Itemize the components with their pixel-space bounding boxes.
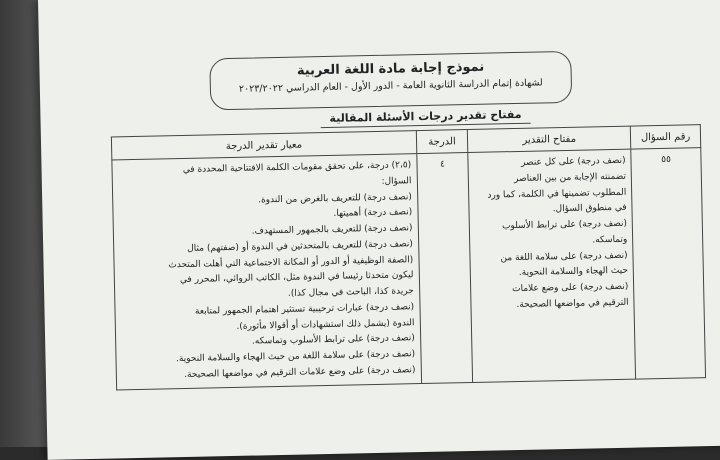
answer-key-line: حيث الهجاء والسلامة النحوية. <box>518 265 629 279</box>
answer-key-line: (نصف درجة) على سلامة اللغة من <box>500 250 628 263</box>
criteria-line: (٢،٥) درجة، على تحقق مقومات الكلمة الافتتاحية المحددة في <box>182 160 412 176</box>
document-title: نموذج إجابة مادة اللغة العربية <box>296 59 485 79</box>
criteria-line: (نصف درجة) على وضع علامات الترقيم في مواضعها الصحيحة. <box>184 364 416 380</box>
answer-key-line: في منطوق السؤال. <box>552 202 627 215</box>
header-criteria: معيار تقدير الدرجة <box>111 131 416 160</box>
criteria-line: (الصفة الوظيفية أو الدور أو المكانة الاجتماعية التي أهلت المتحدث <box>168 254 414 270</box>
criteria-line: (نصف درجة) على ترابط الأسلوب وتماسكه. <box>251 333 415 347</box>
degree-cell: ٤ <box>416 153 472 384</box>
answer-key-line: (نصف درجة) على وضع علامات <box>511 281 629 295</box>
criteria-line: الندوة (يشمل ذلك استشهادات أو أقوالا مأثورة). <box>236 317 415 332</box>
answer-key-line: تضمنته الإجابة من بين العناصر <box>514 171 627 184</box>
criteria-line: (نصف درجة) على سلامة اللغة من حيث الهجاء والسلامة النحوية. <box>175 349 416 365</box>
table-row <box>112 148 706 390</box>
criteria-line: (نصف درجة) أهميتها. <box>333 207 413 220</box>
answer-key-cell <box>468 149 636 382</box>
answer-key-line: الترقيم في مواضعها الصحيحة. <box>516 297 629 310</box>
answer-key-line: المطلوب تضمينها في الكلمة، كما ورد <box>487 187 627 201</box>
answer-key-title: مفتاح تقدير درجات الأسئلة المقالية <box>320 108 530 128</box>
answer-key-table <box>111 124 706 390</box>
question-number-cell: ٥٥ <box>631 148 706 379</box>
criteria-line: ليكون متحدثا رئيسا في الندوة مثل، الكاتب الروائي، المحرر في <box>179 270 414 286</box>
document-header-box <box>209 51 572 111</box>
header-answer-key: مفتاح التقدير <box>468 126 631 152</box>
answer-key-line: (نصف درجة) على ترابط الأسلوب <box>501 218 628 232</box>
criteria-line: السؤال: <box>381 175 412 187</box>
criteria-line: جريدة كذا، الباحث في مجال كذا). <box>287 286 414 299</box>
header-question-number: رقم السؤال <box>630 125 700 149</box>
exam-document-page <box>38 0 720 460</box>
criteria-line: (نصف درجة) للتعريف بالغرض من الندوة. <box>258 191 412 205</box>
header-degree: الدرجة <box>416 130 468 154</box>
answer-key-line: (نصف درجة) على كل عنصر <box>520 155 626 168</box>
criteria-line: (نصف درجة) للتعريف بالمتحدثين في الندوة أو (صفتهم) مثال <box>187 238 413 254</box>
criteria-line: (نصف درجة) عبارات ترحيبية تستثير اهتمام الجمهور لمتابعة <box>194 301 415 317</box>
criteria-cell <box>112 154 421 390</box>
answer-key-line: وتماسكه. <box>592 234 628 246</box>
criteria-line: (نصف درجة) للتعريف بالجمهور المستهدف. <box>251 223 413 237</box>
document-subtitle: لشهادة إتمام الدراسة الثانوية العامة - الدور الأول - العام الدراسي ٢٠٢٣/٢٠٢٢ <box>238 77 543 95</box>
